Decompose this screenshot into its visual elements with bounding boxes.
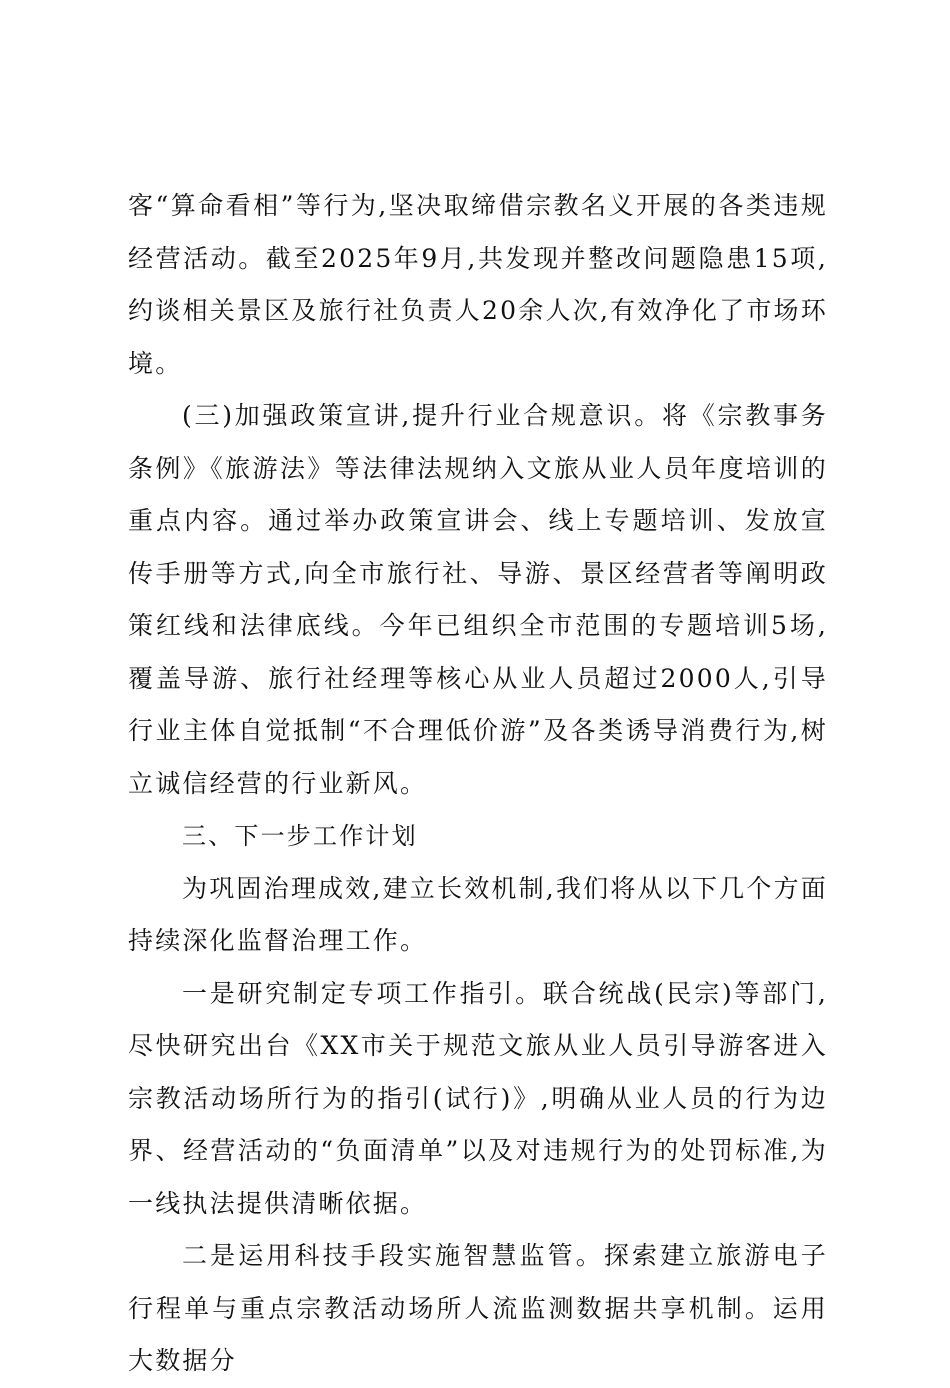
paragraph-smart-supervision: 二是运用科技手段实施智慧监管。探索建立旅游电子行程单与重点宗教活动场所人流监测数据共享机制。运用大数据分	[128, 1241, 828, 1375]
paragraph-next-steps-intro: 为巩固治理成效,建立长效机制,我们将从以下几个方面持续深化监督治理工作。	[128, 873, 828, 955]
section-heading-next-steps: 三、下一步工作计划	[182, 822, 418, 850]
document-body	[128, 180, 828, 1388]
paragraph-market-rectification-continued: 客“算命看相”等行为,坚决取缔借宗教名义开展的各类违规经营活动。截至2025年9月,共发现并整改问题隐患15项,约谈相关景区及旅行社负责人20余人次,有效净化了市场环境。	[128, 191, 828, 378]
paragraph-work-guideline: 一是研究制定专项工作指引。联合统战(民宗)等部门,尽快研究出台《XX市关于规范文旅从业人员引导游客进入宗教活动场所行为的指引(试行)》,明确从业人员的行为边界、经营活动的“负面清单”以及对违规行为的处罚标准,为一线执法提供清晰依据。	[128, 978, 828, 1218]
paragraph-policy-publicity: (三)加强政策宣讲,提升行业合规意识。将《宗教事务条例》《旅游法》等法律法规纳入文旅从业人员年度培训的重点内容。通过举办政策宣讲会、线上专题培训、发放宣传手册等方式,向全市旅行社、导游、景区经营者等阐明政策红线和法律底线。今年已组织全市范围的专题培训5场,覆盖导游、旅行社经理等核心从业人员超过2000人,引导行业主体自觉抵制“不合理低价游”及各类诱导消费行为,树立诚信经营的行业新风。	[128, 401, 828, 798]
